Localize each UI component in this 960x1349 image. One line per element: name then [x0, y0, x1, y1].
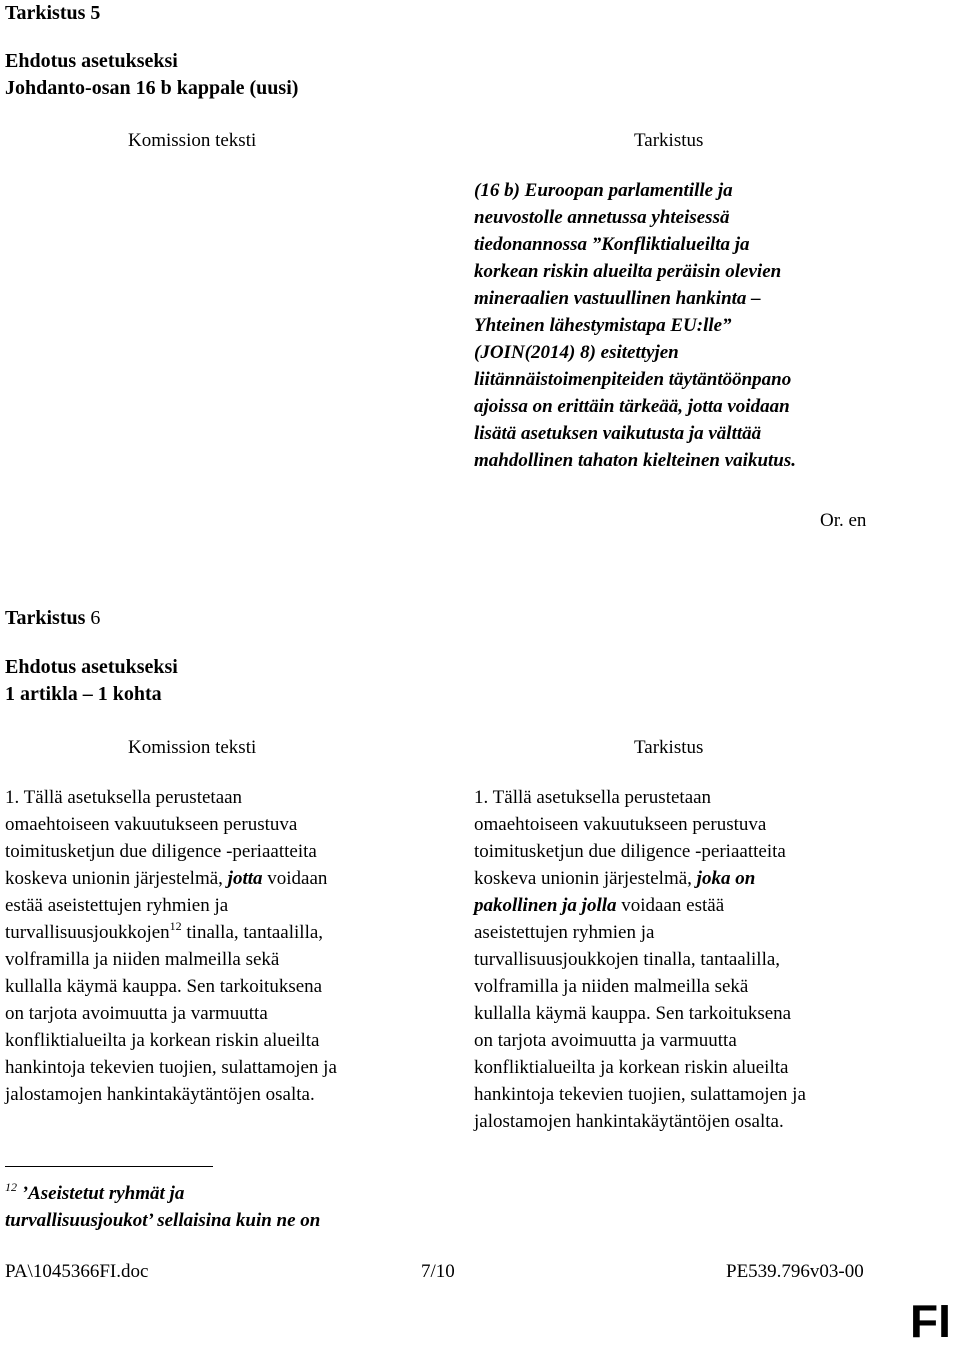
paragraph-line: volframilla ja niiden malmeilla sekä — [5, 949, 280, 970]
amendment-6-reference: 1 artikla – 1 kohta — [5, 683, 162, 705]
paragraph-line: 1. Tällä asetuksella perustetaan — [474, 787, 712, 808]
recital-line: Yhteinen lähestymistapa EU:lle” — [474, 315, 732, 336]
paragraph-line: on tarjota avoimuutta ja varmuutta — [5, 1003, 268, 1024]
amendment-5-proposal: Ehdotus asetukseksi — [5, 50, 178, 72]
paragraph-line: konfliktialueilta ja korkean riskin alueilta — [474, 1057, 789, 1078]
footer-pe-reference: PE539.796v03-00 — [726, 1261, 864, 1282]
commission-text-paragraph — [5, 784, 337, 1108]
text-run: koskeva unionin järjestelmä, — [474, 868, 697, 889]
paragraph-line: kullalla käymä kauppa. Sen tarkoituksena — [474, 1003, 792, 1024]
paragraph-line: jalostamojen hankintakäytäntöjen osalta. — [5, 1084, 315, 1105]
paragraph-line: volframilla ja niiden malmeilla sekä — [474, 976, 749, 997]
highlighted-insertion: joka on — [696, 868, 756, 889]
recital-line: neuvostolle annetussa yhteisessä — [474, 207, 730, 228]
amendment-5-right-column-heading: Tarkistus — [634, 130, 704, 151]
recital-line: mahdollinen tahaton kielteinen vaikutus. — [474, 450, 797, 471]
paragraph-line: konfliktialueilta ja korkean riskin alueilta — [5, 1030, 320, 1051]
amendment-5-left-column-heading: Komission teksti — [128, 130, 257, 151]
recital-line: (16 b) Euroopan parlamentille ja — [474, 180, 733, 201]
paragraph-line: kullalla käymä kauppa. Sen tarkoituksena — [5, 976, 323, 997]
paragraph-line: aseistettujen ryhmien ja — [474, 922, 655, 943]
paragraph-line: estää aseistettujen ryhmien ja — [5, 895, 229, 916]
paragraph-line: omaehtoiseen vakuutukseen perustuva — [474, 814, 767, 835]
amendment-5-title: Tarkistus 5 — [5, 2, 101, 24]
amended-text-paragraph — [474, 784, 806, 1135]
footnote-text: ’Aseistetut ryhmät ja — [21, 1183, 185, 1204]
paragraph-line — [474, 892, 806, 919]
footnote-reference[interactable]: 12 — [169, 919, 182, 933]
paragraph-line: omaehtoiseen vakuutukseen perustuva — [5, 814, 298, 835]
language-code: FI — [910, 1295, 951, 1347]
footnote — [5, 1180, 320, 1234]
recital-line: ajoissa on erittäin tärkeää, jotta voidaan — [474, 396, 790, 417]
paragraph-line: toimitusketjun due diligence -periaatteita — [5, 841, 317, 862]
recital-line: tiedonannossa ”Konfliktialueilta ja — [474, 234, 750, 255]
recital-line: (JOIN(2014) 8) esitettyjen — [474, 342, 679, 363]
footnote-line: turvallisuusjoukot’ sellaisina kuin ne on — [5, 1210, 321, 1231]
amendment-6-left-column-heading: Komission teksti — [128, 737, 257, 758]
paragraph-line: turvallisuusjoukkojen tinalla, tantaalilla, — [474, 949, 781, 970]
amendment-6-title-prefix: Tarkistus — [5, 607, 86, 629]
paragraph-line: jalostamojen hankintakäytäntöjen osalta. — [474, 1111, 784, 1132]
paragraph-line — [5, 919, 337, 946]
footer-page-number: 7/10 — [421, 1261, 455, 1282]
original-language-note: Or. en — [820, 510, 867, 531]
amendment-5-reference: Johdanto-osan 16 b kappale (uusi) — [5, 77, 299, 99]
footnote-line — [5, 1180, 320, 1207]
footnote-separator — [5, 1166, 213, 1167]
amendment-6-title — [5, 605, 100, 632]
amendment-5-new-recital — [474, 177, 796, 474]
text-run: koskeva unionin järjestelmä, — [5, 868, 228, 889]
paragraph-line: hankintoja tekevien tuojien, sulattamojen ja — [474, 1084, 806, 1105]
highlighted-deletion: jotta — [227, 868, 263, 889]
text-run: turvallisuusjoukkojen — [5, 922, 170, 943]
recital-line: korkean riskin alueilta peräisin olevien — [474, 261, 782, 282]
footer-document-reference: PA\1045366FI.doc — [5, 1261, 149, 1282]
paragraph-line — [474, 865, 806, 892]
text-run: tinalla, tantaalilla, — [181, 922, 324, 943]
amendment-6-proposal: Ehdotus asetukseksi — [5, 656, 178, 678]
recital-line: lisätä asetuksen vaikutusta ja välttää — [474, 423, 762, 444]
recital-line: liitännäistoimenpiteiden täytäntöönpano — [474, 369, 792, 390]
recital-line: mineraalien vastuullinen hankinta – — [474, 288, 761, 309]
amendment-6-title-number: 6 — [90, 607, 101, 629]
text-run: voidaan — [262, 868, 328, 889]
highlighted-insertion: pakollinen ja jolla — [474, 895, 617, 916]
footnote-number: 12 — [5, 1180, 17, 1194]
paragraph-line: toimitusketjun due diligence -periaatteita — [474, 841, 786, 862]
paragraph-line — [5, 865, 337, 892]
amendment-6-right-column-heading: Tarkistus — [634, 737, 704, 758]
paragraph-line: hankintoja tekevien tuojien, sulattamojen ja — [5, 1057, 337, 1078]
text-run: voidaan estää — [616, 895, 725, 916]
paragraph-line: 1. Tällä asetuksella perustetaan — [5, 787, 243, 808]
paragraph-line: on tarjota avoimuutta ja varmuutta — [474, 1030, 737, 1051]
